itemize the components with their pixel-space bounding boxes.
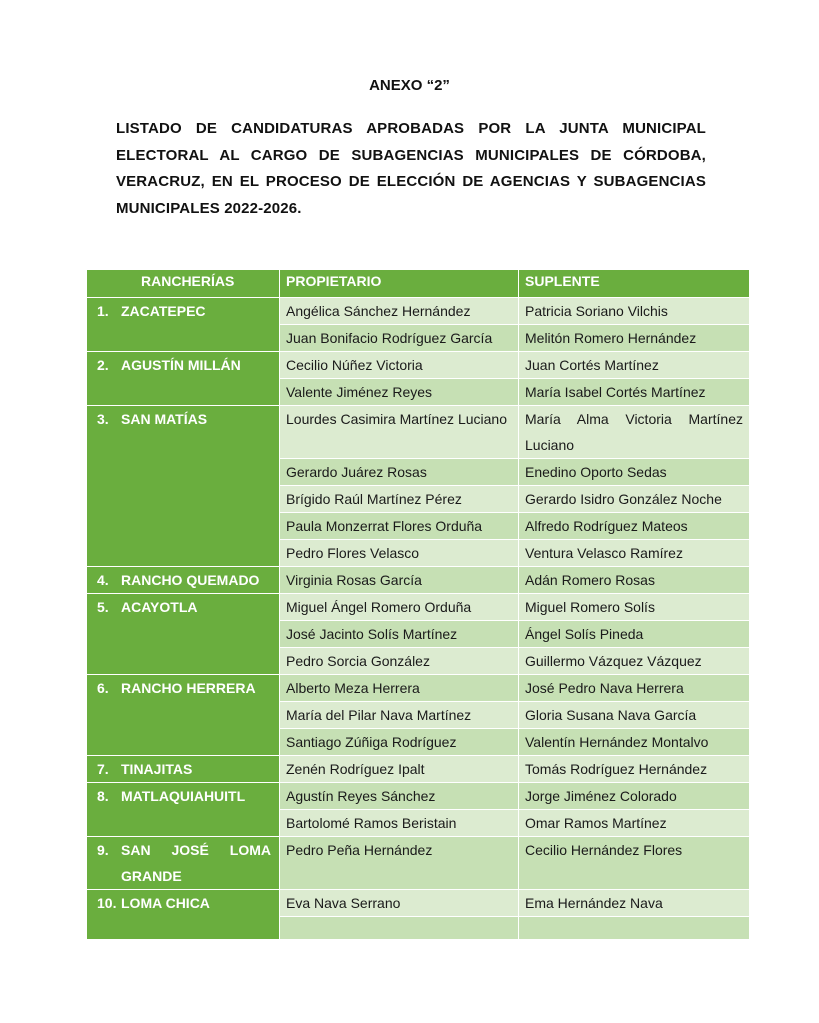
table-row — [87, 675, 750, 702]
rancheria-cell — [87, 567, 280, 594]
propietario-cell: Paula Monzerrat Flores Orduña — [280, 513, 519, 540]
candidates-table — [86, 269, 750, 940]
propietario-cell: Virginia Rosas García — [280, 567, 519, 594]
rancheria-number: 6. — [97, 680, 109, 696]
propietario-cell: María del Pilar Nava Martínez — [280, 702, 519, 729]
document-heading: LISTADO DE CANDIDATURAS APROBADAS POR LA JUNTA MUNICIPAL ELECTORAL AL CARGO DE SUBAGENCIAS MUNICIPALES DE CÓRDOBA, VERACRUZ, EN EL PROCESO DE ELECCIÓN DE AGENCIAS Y SUBAGENCIAS MUNICIPALES 2022-2026. — [116, 120, 706, 217]
propietario-cell: José Jacinto Solís Martínez — [280, 621, 519, 648]
rancheria-cell — [87, 675, 280, 756]
suplente-cell: Omar Ramos Martínez — [519, 810, 750, 837]
propietario-cell: Lourdes Casimira Martínez Luciano — [280, 406, 519, 459]
rancheria-name: ZACATEPEC — [121, 303, 206, 319]
suplente-cell: Valentín Hernández Montalvo — [519, 729, 750, 756]
table-row — [87, 890, 750, 917]
rancheria-number: 3. — [97, 411, 109, 427]
suplente-cell: Gerardo Isidro González Noche — [519, 486, 750, 513]
rancheria-number: 4. — [97, 572, 109, 588]
column-header-rancherias: RANCHERÍAS — [87, 270, 280, 298]
column-header-propietario: PROPIETARIO — [280, 270, 519, 298]
table-row — [87, 406, 750, 459]
suplente-cell: Ventura Velasco Ramírez — [519, 540, 750, 567]
suplente-cell: Adán Romero Rosas — [519, 567, 750, 594]
propietario-cell: Cecilio Núñez Victoria — [280, 352, 519, 379]
rancheria-name: SAN MATÍAS — [121, 411, 208, 427]
suplente-cell: María Alma Victoria Martínez Luciano — [519, 406, 750, 459]
rancheria-name: RANCHO HERRERA — [121, 680, 256, 696]
table-header-row — [87, 270, 750, 298]
propietario-cell: Valente Jiménez Reyes — [280, 379, 519, 406]
table-row — [87, 783, 750, 810]
rancheria-cell — [87, 756, 280, 783]
propietario-cell: Pedro Sorcia González — [280, 648, 519, 675]
suplente-cell: María Isabel Cortés Martínez — [519, 379, 750, 406]
suplente-cell: Jorge Jiménez Colorado — [519, 783, 750, 810]
rancheria-number: 10. — [97, 895, 117, 911]
rancheria-number: 1. — [97, 303, 109, 319]
propietario-cell: Angélica Sánchez Hernández — [280, 298, 519, 325]
table-row — [87, 352, 750, 379]
propietario-cell: Zenén Rodríguez Ipalt — [280, 756, 519, 783]
propietario-cell: Pedro Peña Hernández — [280, 837, 519, 890]
table-row — [87, 298, 750, 325]
suplente-cell: Alfredo Rodríguez Mateos — [519, 513, 750, 540]
rancheria-number: 8. — [97, 788, 109, 804]
propietario-cell: Bartolomé Ramos Beristain — [280, 810, 519, 837]
rancheria-name: MATLAQUIAHUITL — [121, 788, 246, 804]
rancheria-cell — [87, 406, 280, 567]
rancheria-cell — [87, 594, 280, 675]
column-header-suplente: SUPLENTE — [519, 270, 750, 298]
rancheria-cell — [87, 837, 280, 890]
rancheria-number: 2. — [97, 357, 109, 373]
suplente-cell: Melitón Romero Hernández — [519, 325, 750, 352]
suplente-cell: Ángel Solís Pineda — [519, 621, 750, 648]
table-row — [87, 756, 750, 783]
table-row — [87, 594, 750, 621]
suplente-cell: Enedino Oporto Sedas — [519, 459, 750, 486]
rancheria-name: SAN JOSÉ LOMA GRANDE — [121, 842, 271, 884]
propietario-cell: Juan Bonifacio Rodríguez García — [280, 325, 519, 352]
table-row — [87, 567, 750, 594]
table-body — [87, 298, 750, 940]
propietario-cell: Santiago Zúñiga Rodríguez — [280, 729, 519, 756]
rancheria-cell — [87, 890, 280, 940]
propietario-cell: Gerardo Juárez Rosas — [280, 459, 519, 486]
propietario-cell: Agustín Reyes Sánchez — [280, 783, 519, 810]
rancheria-cell — [87, 352, 280, 406]
suplente-cell: Miguel Romero Solís — [519, 594, 750, 621]
suplente-cell: Cecilio Hernández Flores — [519, 837, 750, 890]
suplente-cell: Gloria Susana Nava García — [519, 702, 750, 729]
rancheria-number: 7. — [97, 761, 109, 777]
suplente-cell: Guillermo Vázquez Vázquez — [519, 648, 750, 675]
rancheria-number: 5. — [97, 599, 109, 615]
suplente-cell: Patricia Soriano Vilchis — [519, 298, 750, 325]
empty-cell — [280, 917, 519, 940]
propietario-cell: Brígido Raúl Martínez Pérez — [280, 486, 519, 513]
propietario-cell: Alberto Meza Herrera — [280, 675, 519, 702]
rancheria-name: TINAJITAS — [121, 761, 193, 777]
table-row — [87, 837, 750, 890]
suplente-cell: José Pedro Nava Herrera — [519, 675, 750, 702]
empty-cell — [519, 917, 750, 940]
annex-title: ANEXO “2” — [369, 77, 450, 94]
rancheria-number: 9. — [97, 842, 109, 858]
suplente-cell: Ema Hernández Nava — [519, 890, 750, 917]
rancheria-name: ACAYOTLA — [121, 599, 198, 615]
suplente-cell: Tomás Rodríguez Hernández — [519, 756, 750, 783]
rancheria-cell — [87, 783, 280, 837]
rancheria-name: RANCHO QUEMADO — [121, 572, 260, 588]
rancheria-name: AGUSTÍN MILLÁN — [121, 357, 241, 373]
suplente-cell: Juan Cortés Martínez — [519, 352, 750, 379]
propietario-cell: Pedro Flores Velasco — [280, 540, 519, 567]
rancheria-cell — [87, 298, 280, 352]
propietario-cell: Eva Nava Serrano — [280, 890, 519, 917]
rancheria-name: LOMA CHICA — [121, 895, 210, 911]
propietario-cell: Miguel Ángel Romero Orduña — [280, 594, 519, 621]
